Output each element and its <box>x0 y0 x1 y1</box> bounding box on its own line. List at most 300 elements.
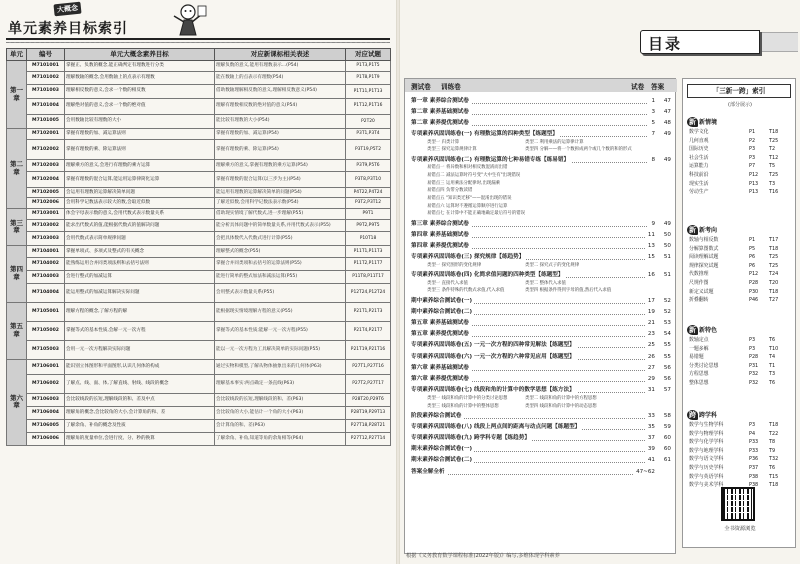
toc-entry-label: 专项素养巩固训练卷(八) 线段上两点间的距离与动点问题【练题型】 <box>411 423 581 430</box>
standard-text: 能根据现实情境理解方程的意义(P55) <box>215 302 346 321</box>
category-icon: 新 <box>689 118 696 126</box>
toc-answer-page: 58 <box>663 412 671 419</box>
toc-entry-label: 类型二 整体代入求值 <box>525 280 566 286</box>
toc-answer-page: 56 <box>663 364 671 371</box>
sidebar-item-page: P13 <box>749 189 759 196</box>
goal-code: M7105001 <box>27 302 65 321</box>
sidebar-item-question: T6 <box>769 337 776 343</box>
category-icon: 跨 <box>689 411 696 419</box>
sidebar-item-page: P6 <box>749 254 756 261</box>
standard-text: 能运用有理数的运算解决简单的问题(P54) <box>215 188 346 198</box>
toc-answer-page: 51 <box>663 254 671 261</box>
sidebar-item <box>687 337 791 345</box>
sidebar-item-page: P33 <box>749 447 759 454</box>
test-refs: P2T20 <box>346 114 391 129</box>
test-refs: P27T2,P27T17 <box>346 374 391 393</box>
sidebar-item-page: P38 <box>749 482 759 489</box>
toc-entry[interactable] <box>405 298 677 306</box>
toc-entry-label: 第五章 素养提优测试卷 <box>411 331 469 338</box>
sidebar-item-page: P3 <box>749 154 756 161</box>
goal-text: 会用一元一次方程解决实际问题 <box>65 340 215 359</box>
goal-text: 会用代数式表示简单规律问题 <box>65 232 215 246</box>
toc-panel <box>404 78 676 554</box>
sidebar-item <box>687 289 791 297</box>
toc-entry[interactable] <box>405 157 677 165</box>
table-row <box>7 432 391 445</box>
toc-entry-label: 类型三 线段和角的计算中的整体思想 <box>427 403 499 409</box>
toc-answer-page: 55 <box>663 353 671 360</box>
sidebar-item-name: 数学与历史学科 <box>689 465 724 471</box>
sidebar-item-name: 新定义试题 <box>689 288 714 295</box>
left-page <box>0 0 396 564</box>
toc-entry-label: 阶段素养综合测试卷 <box>411 412 462 419</box>
toc-entry-label: 专项素养巩固训练卷(五) 一元一次方程的四种常见解法【练题型】 <box>411 342 575 349</box>
toc-entry[interactable] <box>405 413 677 421</box>
table-row <box>7 114 391 129</box>
toc-answer-page: 48 <box>663 119 671 126</box>
toc-entry-label: 第二章 素养提优测试卷 <box>411 119 469 126</box>
toc-entry-label: 期中素养综合测试卷(二) <box>411 308 473 315</box>
toc-entry-label: 类型一 线段和角的计算中的分类讨论思想 <box>427 395 508 401</box>
sidebar-item-page: P37 <box>749 465 759 471</box>
toc-page: 19 <box>647 308 655 315</box>
sidebar-category <box>687 325 717 335</box>
toc-page: 7 <box>651 131 655 138</box>
toc-page: 16 <box>647 272 655 279</box>
goal-text: 能熟练运用合并同类项法则和去括号法则 <box>65 258 215 271</box>
sidebar-item-name: 运算能力 <box>689 163 709 170</box>
test-refs: P21T1,P21T3 <box>346 302 391 321</box>
toc-entry[interactable] <box>405 309 677 317</box>
test-refs: P28T20,P29T6 <box>346 393 391 406</box>
toc-entry[interactable] <box>405 320 677 328</box>
footnote: 根据《义务教育数学课程标准(2022年版)》编写,多维体现学科素养 <box>406 553 560 559</box>
toc-entry-label: 类型四 根据条件得到字母的值,然后代入求值 <box>525 288 612 294</box>
goal-text: 理解角的度量单位,会进行度、分、秒的换算 <box>65 432 215 445</box>
sidebar-item <box>687 448 791 456</box>
standard-text: 能比较有理数的大小(P54) <box>215 114 346 129</box>
goal-text: 理解方程的概念,了解方程的解 <box>65 302 215 321</box>
toc-entry-label: 类型三 条件特殊的代数式求值,代入求值 <box>427 288 505 294</box>
badge-big-concept: 大概念 <box>53 2 81 17</box>
toc-entry-label: 专项素养巩固训练卷(四) 化简求值问题的四种类型【练题型】 <box>411 272 564 279</box>
sidebar-item-question: T2 <box>769 146 776 153</box>
sidebar-item-page: P2 <box>749 137 756 144</box>
toc-entry[interactable] <box>405 243 677 251</box>
sidebar-item <box>687 129 791 137</box>
toc-subentry <box>405 187 677 195</box>
header-rule-dashed <box>6 42 390 43</box>
toc-page: 37 <box>647 435 655 442</box>
toc-entry[interactable] <box>405 354 677 362</box>
sidebar-item-name: 数学与美术学科 <box>689 482 724 489</box>
sidebar-item-question: T32 <box>769 456 779 463</box>
goal-code: M7102004 <box>27 172 65 188</box>
table-row <box>7 419 391 432</box>
toc-entry-label: 期中素养综合测试卷(一) <box>411 297 473 304</box>
sidebar-item-name: 折叠翻转 <box>689 297 709 304</box>
sidebar-item-name: 易错题 <box>689 354 704 361</box>
toc-subentry <box>405 280 677 288</box>
sidebar-item-question: T18 <box>769 288 779 295</box>
toc-entry[interactable] <box>405 446 677 454</box>
toc-entry-label: 类型一 归类计算 <box>427 139 460 145</box>
toc-answer-page: 51 <box>663 272 671 279</box>
sidebar-item-question: T5 <box>769 163 776 170</box>
sidebar-item <box>687 371 791 379</box>
toc-entry[interactable] <box>405 469 677 477</box>
goal-code: M7106004 <box>27 406 65 419</box>
toc-entry[interactable] <box>405 457 677 465</box>
chapter-label: 第五章 <box>7 302 27 359</box>
test-refs: P9T2,P9T5 <box>346 220 391 232</box>
toc-title: 目录 <box>648 35 683 53</box>
toc-page: 41 <box>647 457 655 464</box>
toc-entry-label: 类型四 线段和角的计算中的动态思想 <box>525 403 597 409</box>
toc-subentry <box>405 395 677 403</box>
sidebar-item-page: P32 <box>749 380 759 386</box>
category-icon: 新 <box>689 326 696 334</box>
toc-entry[interactable] <box>405 254 677 262</box>
standard-text: 理解基本事实:两点确定一条直线(P63) <box>215 374 346 393</box>
toc-entry[interactable] <box>405 424 677 432</box>
sidebar-item-name: 代数推理 <box>689 271 709 278</box>
sidebar-item-question: T17 <box>769 237 779 243</box>
goal-text: 会用数轴比较有理数的大小 <box>65 114 215 129</box>
toc-subentry <box>405 146 677 154</box>
table-row <box>7 172 391 188</box>
toc-title-tab <box>640 30 796 54</box>
toc-page: 9 <box>651 220 655 227</box>
toc-page: 17 <box>647 297 655 304</box>
standard-text: 理解负数的意义,能用有理数表示...(P54) <box>215 61 346 72</box>
sidebar-item-name: 科技前沿 <box>689 172 709 178</box>
header-rule <box>6 38 390 40</box>
toc-subentry <box>405 195 677 203</box>
sidebar-item-name: 数学与地理学科 <box>689 447 724 454</box>
sidebar-item <box>687 172 791 180</box>
standard-text: 理解整式的概念(P55) <box>215 246 346 258</box>
sidebar-item-question: T18 <box>769 245 779 252</box>
sidebar-item-page: P6 <box>749 262 756 269</box>
sidebar-category <box>687 410 717 420</box>
toc-entry[interactable] <box>405 98 677 106</box>
toc-answer-page: 59 <box>663 423 671 430</box>
sidebar-item <box>687 280 791 288</box>
goal-text: 了解余角、补角的概念及性质 <box>65 419 215 432</box>
sidebar-item <box>687 482 791 490</box>
toc-entry-label: 第四章 素养提优测试卷 <box>411 243 469 249</box>
toc-answer-page: 56 <box>663 375 671 382</box>
sidebar-item-page: P32 <box>749 371 759 378</box>
goal-text: 掌握正、负数的概念,能正确判定有理数进行分类 <box>65 61 215 72</box>
toc-answer-page: 49 <box>663 131 671 138</box>
toc-answer-page: 52 <box>663 297 671 304</box>
toc-subentry <box>405 262 677 270</box>
table-row <box>7 321 391 340</box>
sidebar-item <box>687 354 791 362</box>
sidebar-item <box>687 474 791 482</box>
sidebar-title: 「三新一跨」索引 <box>687 84 791 98</box>
sidebar-item-page: P46 <box>749 297 759 304</box>
sidebar-item-question: T25 <box>769 254 779 261</box>
sidebar-item-question: T3 <box>769 180 776 187</box>
sidebar-item-question: T25 <box>769 137 779 144</box>
toc-page: 21 <box>647 320 655 326</box>
table-row <box>7 271 391 284</box>
table-row <box>7 258 391 271</box>
qr-code-icon[interactable] <box>721 487 755 521</box>
toc-subentry <box>405 172 677 180</box>
table-row <box>7 85 391 99</box>
table-row <box>7 140 391 160</box>
test-refs: P27T12,P27T14 <box>346 432 391 445</box>
standard-text: 借助现实情境了解代数式,进一步理解(P55) <box>215 209 346 220</box>
test-refs: P3T19,P5T2 <box>346 140 391 160</box>
toc-entry-label: 易错点二 减法运算时符号变"大中生有"出现错误 <box>427 173 521 178</box>
goal-text: 理解数轴的概念,会用数轴上的点表示有理数 <box>65 71 215 85</box>
sidebar-item-name: 分类讨论思想 <box>689 362 719 369</box>
toc-entry[interactable] <box>405 272 677 280</box>
sidebar-item-name: 数轴与相反数 <box>689 237 719 243</box>
standard-text: 理解乘方的意义,掌握有理数的乘方运算(P54) <box>215 160 346 172</box>
toc-entry-label: 第五章 素养基础测试卷 <box>411 320 469 326</box>
toc-page: 8 <box>651 156 655 163</box>
toc-entry-label: 第一章 素养综合测试卷 <box>411 97 469 104</box>
goal-text: 会用科学记数法表示较大的数,会取近似数 <box>65 198 215 209</box>
toc-entry[interactable] <box>405 232 677 240</box>
test-refs: P27T18,P28T21 <box>346 419 391 432</box>
qr-caption: 全书资源浏览 <box>724 526 756 532</box>
test-refs: P11T1,P11T3 <box>346 246 391 258</box>
sidebar-item-page: P28 <box>749 280 759 286</box>
toc-subentry <box>405 403 677 411</box>
table-row <box>7 406 391 419</box>
table-row <box>7 160 391 172</box>
sidebar-item-name: 数学与生物学科 <box>689 422 724 428</box>
goal-code: M7106002 <box>27 374 65 393</box>
goal-code: M7104004 <box>27 283 65 302</box>
sidebar-item-name: 规律探究试题 <box>689 262 719 269</box>
test-refs: P11T8,P11T17 <box>346 271 391 284</box>
goal-code: M7106005 <box>27 419 65 432</box>
toc-entry[interactable] <box>405 131 677 139</box>
toc-page: 1 <box>651 97 655 104</box>
test-refs: P1T8,P1T9 <box>346 71 391 85</box>
toc-entry-label: 专项素养巩固训练卷(九) 跨学科专题【练趋势】 <box>411 435 530 442</box>
toc-header: 测试卷 训练卷 试卷 答案 <box>405 79 677 92</box>
goal-text: 理解乘方的意义,会进行有理数的乘方运算 <box>65 160 215 172</box>
sidebar-item-name: 尺规作图 <box>689 280 709 286</box>
toc-answer-page: 47 <box>663 97 671 104</box>
standard-text: 掌握合并同类项和去括号的运算法则(P55) <box>215 258 346 271</box>
toc-entry-label: 专项素养巩固训练卷(一) 有理数运算的四种类型【练题型】 <box>411 131 558 138</box>
toc-entry[interactable] <box>405 435 677 443</box>
sidebar-item-question: T12 <box>769 154 779 161</box>
sidebar-item-name: 整体思想 <box>689 380 709 386</box>
table-row <box>7 232 391 246</box>
sidebar-item <box>687 146 791 154</box>
test-refs: P3T2,P3T12 <box>346 198 391 209</box>
sidebar-item-page: P28 <box>749 354 759 361</box>
goal-text: 能识别立体图形和平面图形,认识几何体的构成 <box>65 359 215 374</box>
goal-code: M7103003 <box>27 232 65 246</box>
goal-code: M7104001 <box>27 246 65 258</box>
sidebar-item-page: P3 <box>749 337 756 343</box>
goal-code: M7101005 <box>27 114 65 129</box>
toc-entry[interactable] <box>405 342 677 350</box>
sidebar-item <box>687 297 791 305</box>
standard-text: 掌握等式的基本性质;能解一元一次方程(P55) <box>215 321 346 340</box>
sidebar-item-question: T6 <box>769 465 776 471</box>
table-row <box>7 71 391 85</box>
sidebar-item-name: 一题多解 <box>689 345 709 352</box>
toc-entry[interactable] <box>405 387 677 395</box>
goal-code: M7103001 <box>27 209 65 220</box>
sidebar-item-question: T3 <box>769 371 776 378</box>
toc-answer-page: 50 <box>663 243 671 249</box>
goal-code: M7102005 <box>27 188 65 198</box>
goal-code: M7106003 <box>27 393 65 406</box>
sidebar-item-name: 现实生活 <box>689 180 709 187</box>
toc-page: 26 <box>647 353 655 360</box>
test-refs: P21T4,P21T7 <box>346 321 391 340</box>
sidebar-item <box>687 181 791 189</box>
goal-text: 理解角的概念,会比较角的大小,会计算角的和、差 <box>65 406 215 419</box>
sidebar-item-name: 方程思想 <box>689 371 709 378</box>
sidebar-item-name: 国际历史 <box>689 146 709 153</box>
toc-entry-label: 类型二 线段和角的计算中的方程思想 <box>525 395 597 401</box>
toc-entry-label: 类型一 直接代入求值 <box>427 280 468 286</box>
toc-entry-label: 期末素养综合测试卷(二) <box>411 457 473 464</box>
sidebar-item <box>687 422 791 430</box>
goal-text: 了解点、线、面、体,了解直线、射线、线段的概念 <box>65 374 215 393</box>
sidebar-item <box>687 189 791 197</box>
goal-text: 掌握有理数的加、减运算法则 <box>65 129 215 140</box>
goal-code: M7102002 <box>27 140 65 160</box>
sidebar-item-name: 数学与化学学科 <box>689 439 724 446</box>
toc-entry-label: 期末素养综合测试卷(一) <box>411 446 473 453</box>
sidebar-item-page: P3 <box>749 422 756 428</box>
goal-text: 会比较线段的长短,理解线段的和、差及中点 <box>65 393 215 406</box>
toc-answer-page: 54 <box>663 331 671 338</box>
toc-entry-label: 第二章 素养基础测试卷 <box>411 108 469 115</box>
toc-answer-page: 49 <box>663 220 671 227</box>
sidebar-item <box>687 439 791 447</box>
page-title: 单元素养目标索引 <box>8 21 128 37</box>
toc-entry-label: 类型二 利用乘法的运算律计算 <box>525 139 584 145</box>
toc-entry[interactable] <box>405 365 677 373</box>
toc-entry[interactable] <box>405 331 677 339</box>
sidebar-item-name: 数轴定点 <box>689 337 709 343</box>
table-row <box>7 209 391 220</box>
sidebar-item-question: T1 <box>769 362 776 369</box>
toc-list <box>405 95 677 476</box>
toc-page: 47~62 <box>636 468 655 475</box>
goal-text: 理解绝对值的意义,会求一个数的绝对值 <box>65 98 215 114</box>
standard-text: 理解有理数相反数的绝对值的意义(P54) <box>215 98 346 114</box>
table-header-cell: 单元大概念素养目标 <box>65 49 215 61</box>
table-row <box>7 302 391 321</box>
goal-text: 会进行整式的加减运算 <box>65 271 215 284</box>
toc-subentry <box>405 287 677 295</box>
right-page <box>400 0 800 564</box>
sidebar-item-page: P38 <box>749 473 759 480</box>
toc-page: 11 <box>647 231 655 238</box>
toc-subentry <box>405 210 677 218</box>
toc-entry-label: 专项素养巩固训练卷(三) 探究规律【练趋势】 <box>411 254 525 261</box>
table-row <box>7 359 391 374</box>
sidebar-item <box>687 363 791 371</box>
sidebar-item-page: P13 <box>749 180 759 187</box>
sidebar-item-page: P31 <box>749 362 759 369</box>
table-row <box>7 393 391 406</box>
goal-code: M7106001 <box>27 359 65 374</box>
goal-text: 会运用有理数的运算解决简单问题 <box>65 188 215 198</box>
toc-answer-page: 50 <box>663 231 671 238</box>
standard-text: 了解余角、补角,知道等角的余角相等(P64) <box>215 432 346 445</box>
sidebar-item-name: 劳动生产 <box>689 189 709 196</box>
goal-text: 掌握有理数的混合运算,能运用运算律简化运算 <box>65 172 215 188</box>
sidebar-item-page: P5 <box>749 245 756 252</box>
sidebar-item <box>687 237 791 245</box>
toc-entry[interactable] <box>405 109 677 117</box>
toc-entry-label: 专项素养巩固训练卷(二) 有理数运算的七种易错专练【练易错】 <box>411 156 570 163</box>
goal-code: M7101002 <box>27 71 65 85</box>
sidebar-item-question: T15 <box>769 473 779 480</box>
toc-entry-label: 答案全解全析 <box>411 468 445 475</box>
toc-answer-page: 57 <box>663 387 671 394</box>
standard-text: 会比较线段的长短,理解线段的和、差(P63) <box>215 393 346 406</box>
sidebar-item-question: T9 <box>769 447 776 454</box>
toc-page: 3 <box>651 108 655 115</box>
sidebar-item-name: 阅读理解试题 <box>689 254 719 261</box>
toc-entry-label: 易错点五 "知识类迁移"——混淆出现的错误 <box>427 196 512 202</box>
sidebar-item-page: P12 <box>749 172 759 178</box>
toc-entry-label: 易错点六 运算时不遵循运算顺序进行运算 <box>427 203 508 209</box>
toc-answer-page: 60 <box>663 446 671 453</box>
goal-code: M7102001 <box>27 129 65 140</box>
chapter-label: 第一章 <box>7 61 27 129</box>
sidebar-item-question: T20 <box>769 280 779 286</box>
standard-text: 掌握有理数的加、减运算(P54) <box>215 129 346 140</box>
toc-entry[interactable] <box>405 120 677 128</box>
table-header-cell: 对应新课标相关表述 <box>215 49 346 61</box>
test-refs: P3T9,P5T6 <box>346 160 391 172</box>
toc-entry[interactable] <box>405 376 677 384</box>
test-refs: P28T19,P29T13 <box>346 406 391 419</box>
table-row <box>7 98 391 114</box>
category-name: 新特色 <box>699 327 718 334</box>
goal-code: M7103002 <box>27 220 65 232</box>
category-icon: 新 <box>689 226 696 234</box>
table-header <box>7 49 391 61</box>
sidebar-item-name: 数学与英语学科 <box>689 473 724 480</box>
sidebar-item-question: T10 <box>769 345 779 352</box>
test-refs: P1T11,P1T13 <box>346 85 391 99</box>
sidebar-item-page: P36 <box>749 456 759 463</box>
goal-code: M7105002 <box>27 321 65 340</box>
toc-entry-label: 专项素养巩固训练卷(六) 一元一次方程的六种常见应用【练题型】 <box>411 353 575 360</box>
table-row <box>7 198 391 209</box>
chapter-label: 第六章 <box>7 359 27 445</box>
sidebar-item-page: P3 <box>749 345 756 352</box>
toc-page: 39 <box>647 446 655 453</box>
toc-entry-label: 类型三 探究运算规律计算 <box>427 147 477 153</box>
table-row <box>7 61 391 72</box>
toc-page: 27 <box>647 364 655 371</box>
toc-entry[interactable] <box>405 221 677 229</box>
